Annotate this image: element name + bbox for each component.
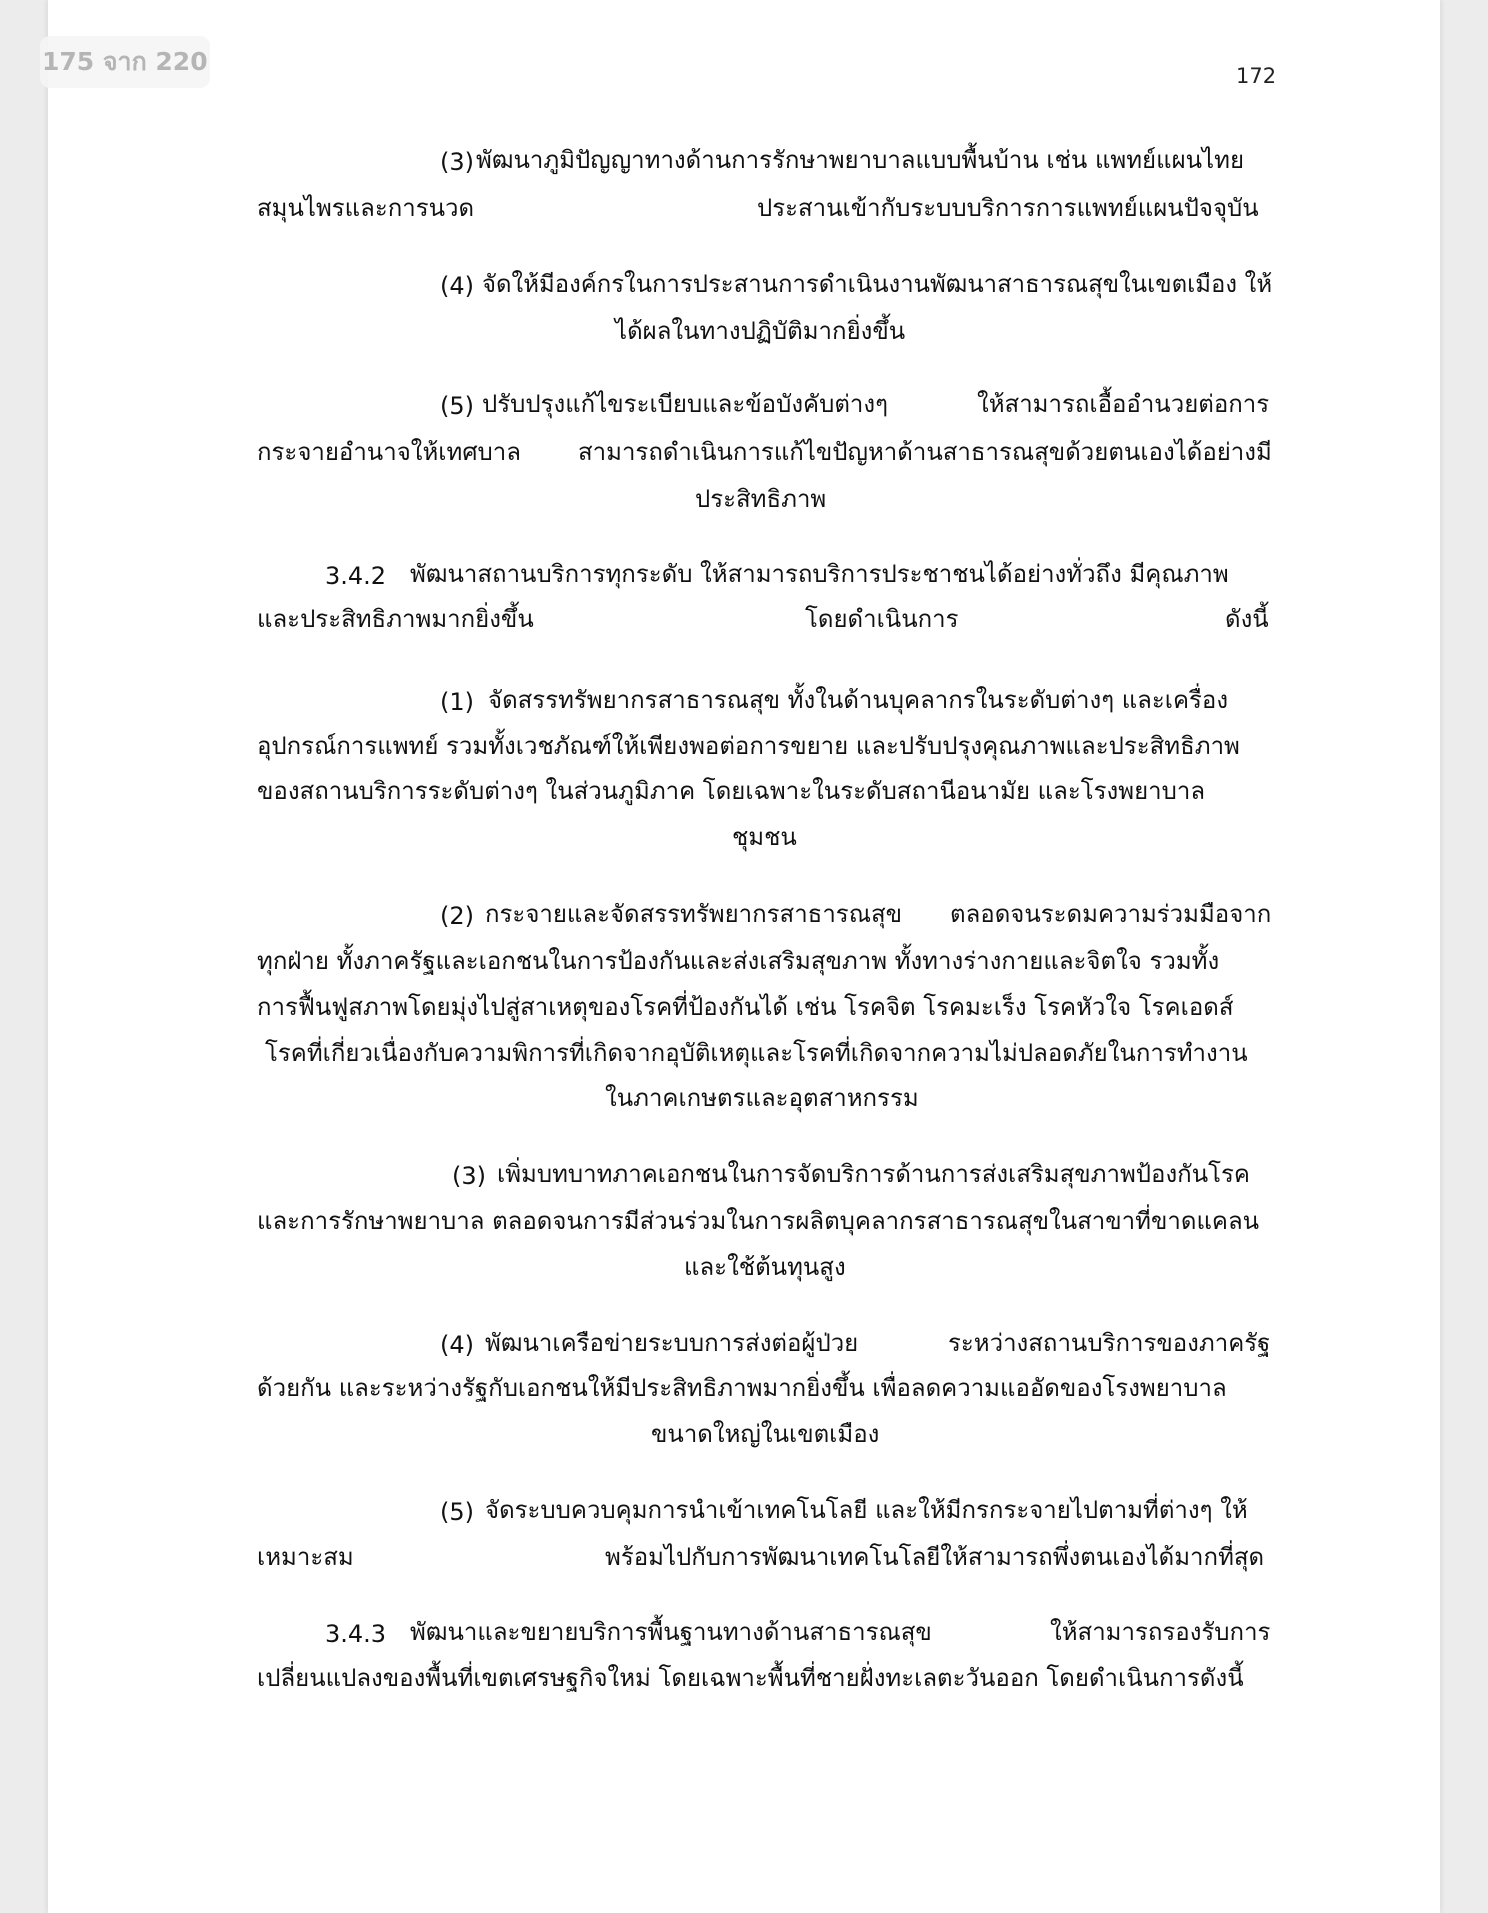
paragraph-line: พัฒนาสถานบริการทุกระดับ ให้สามารถบริการประชาชนได้อย่างทั่วถึง มีคุณภาพ [410,560,1229,588]
paragraph-line: ของสถานบริการระดับต่างๆ ในส่วนภูมิภาค โดยเฉพาะในระดับสถานีอนามัย และโรงพยาบาล [257,777,1206,805]
paragraph-line: กระจายและจัดสรรทรัพยากรสาธารณสุข [485,900,903,928]
paragraph-line: ตลอดจนระดมความร่วมมือจาก [950,900,1272,928]
paragraph-line: ชุมชน [732,823,797,851]
item-number: (4) [440,1331,474,1359]
paragraph-line: สมุนไพรและการนวด [257,194,475,222]
paragraph-line: ให้สามารถรองรับการ [1050,1618,1271,1646]
item-number: (5) [440,1498,474,1526]
paragraph-line: เพิ่มบทบาทภาคเอกชนในการจัดบริการด้านการส่งเสริมสุขภาพป้องกันโรค [497,1160,1250,1188]
paragraph-line: ประสานเข้ากับระบบบริการการแพทย์แผนปัจจุบัน [757,194,1259,222]
paragraph-line: และการรักษาพยาบาล ตลอดจนการมีส่วนร่วมในการผลิตบุคลากรสาธารณสุขในสาขาที่ขาดแคลน [257,1207,1260,1235]
paragraph-line: กระจายอำนาจให้เทศบาล [257,438,521,466]
item-number: (3) [440,148,474,176]
paragraph-line: ดังนี้ [1225,605,1269,633]
paragraph-line: ในภาคเกษตรและอุตสาหกรรม [605,1084,919,1112]
paragraph-line: พัฒนาเครือข่ายระบบการส่งต่อผู้ป่วย [485,1329,859,1357]
paragraph-line: ระหว่างสถานบริการของภาครัฐ [948,1329,1271,1357]
section-number: 3.4.3 [325,1620,387,1648]
page-indicator: 175 จาก 220 [40,36,210,88]
paragraph-line: จัดให้มีองค์กรในการประสานการดำเนินงานพัฒนาสาธารณสุขในเขตเมือง ให้ [482,270,1273,298]
paragraph-line: พัฒนาและขยายบริการพื้นฐานทางด้านสาธารณสุข [410,1618,932,1646]
paragraph-line: และประสิทธิภาพมากยิ่งขึ้น [257,605,534,633]
paragraph-line: ให้สามารถเอื้ออำนวยต่อการ [977,390,1270,418]
paragraph-line: ทุกฝ่าย ทั้งภาครัฐและเอกชนในการป้องกันและส่งเสริมสุขภาพ ทั้งทางร่างกายและจิตใจ รวมทั้ง [257,947,1220,975]
paragraph-line: ด้วยกัน และระหว่างรัฐกับเอกชนให้มีประสิทธิภาพมากยิ่งขึ้น เพื่อลดความแออัดของโรงพยาบาล [257,1374,1227,1402]
item-number: (2) [440,902,474,930]
paragraph-line: เปลี่ยนแปลงของพื้นที่เขตเศรษฐกิจใหม่ โดยเฉพาะพื้นที่ชายฝั่งทะเลตะวันออก โดยดำเนินการดังนี้ [257,1664,1244,1692]
paragraph-line: พร้อมไปกับการพัฒนาเทคโนโลยีให้สามารถพึ่งตนเองได้มากที่สุด [605,1543,1265,1571]
item-number: (1) [440,688,474,716]
paragraph-line: ขนาดใหญ่ในเขตเมือง [651,1420,880,1448]
paragraph-line: การฟื้นฟูสภาพโดยมุ่งไปสู่สาเหตุของโรคที่ป้องกันได้ เช่น โรคจิต โรคมะเร็ง โรคหัวใจ โรคเอดส์ [257,993,1234,1021]
paragraph-line: อุปกรณ์การแพทย์ รวมทั้งเวชภัณฑ์ให้เพียงพอต่อการขยาย และปรับปรุงคุณภาพและประสิทธิภาพ [257,732,1240,760]
page-number: 172 [1236,64,1277,88]
paragraph-line: โรคที่เกี่ยวเนื่องกับความพิการที่เกิดจากอุบัติเหตุและโรคที่เกิดจากความไม่ปลอดภัยในการทำงาน [265,1039,1248,1067]
item-number: (5) [440,392,474,420]
section-number: 3.4.2 [325,562,387,590]
paragraph-line: และใช้ต้นทุนสูง [684,1253,846,1281]
paragraph-line: ได้ผลในทางปฏิบัติมากยิ่งขึ้น [615,317,906,345]
paragraph-line: ประสิทธิภาพ [695,485,827,513]
item-number: (3) [452,1162,486,1190]
paragraph-line: พัฒนาภูมิปัญญาทางด้านการรักษาพยาบาลแบบพื้นบ้าน เช่น แพทย์แผนไทย [476,146,1245,174]
paragraph-line: โดยดำเนินการ [805,605,959,633]
paragraph-line: ปรับปรุงแก้ไขระเบียบและข้อบังคับต่างๆ [482,390,888,418]
paragraph-line: จัดระบบควบคุมการนำเข้าเทคโนโลยี และให้มีกรกระจายไปตามที่ต่างๆ ให้ [485,1496,1248,1524]
item-number: (4) [440,272,474,300]
paragraph-line: เหมาะสม [257,1543,354,1571]
paragraph-line: สามารถดำเนินการแก้ไขปัญหาด้านสาธารณสุขด้วยตนเองได้อย่างมี [578,438,1272,466]
paragraph-line: จัดสรรทรัพยากรสาธารณสุข ทั้งในด้านบุคลากรในระดับต่างๆ และเครื่อง [488,686,1229,714]
